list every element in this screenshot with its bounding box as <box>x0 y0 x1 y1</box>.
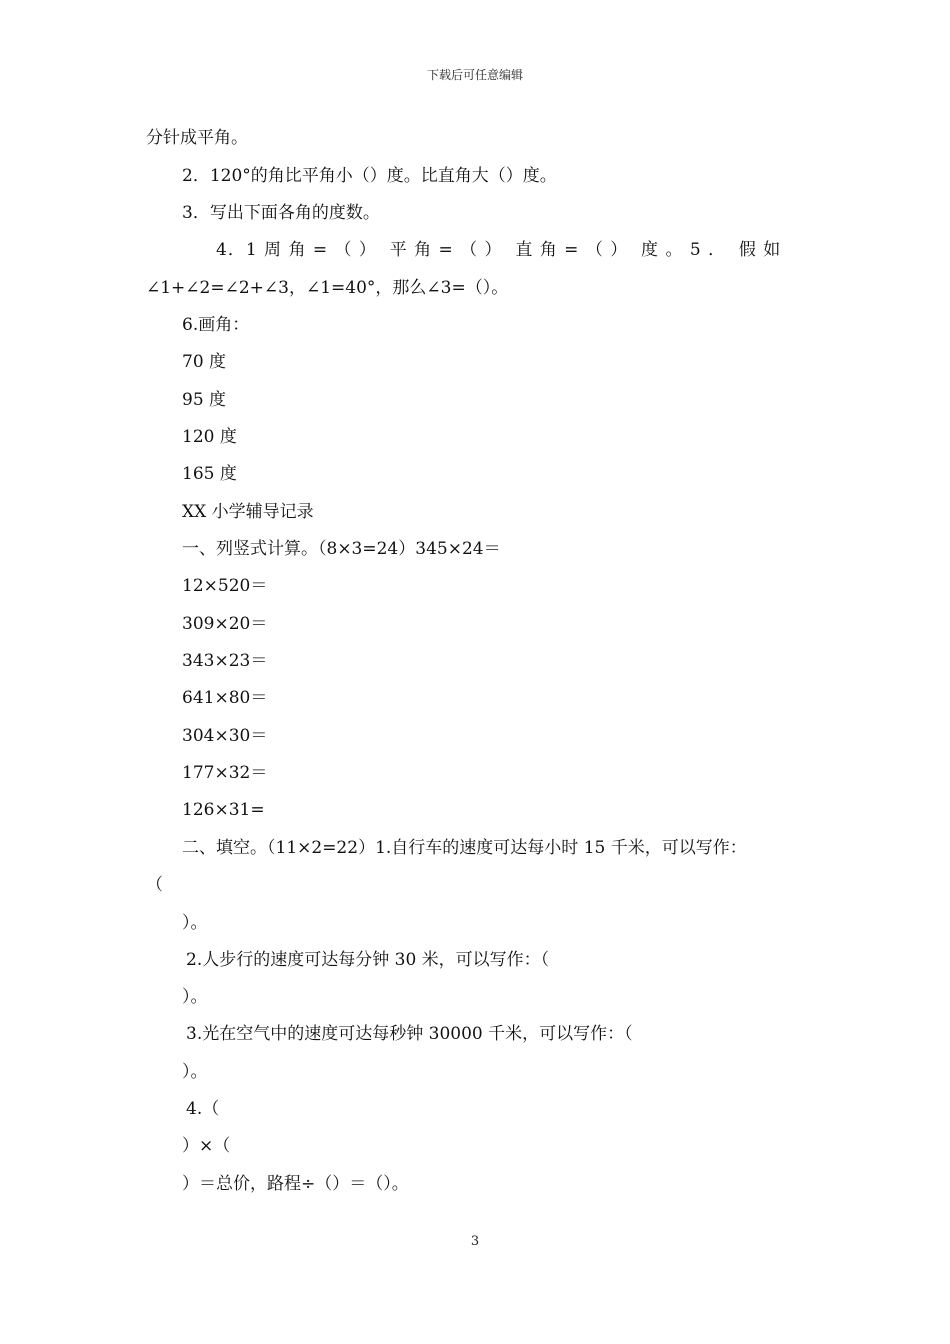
section-1-heading: 一、列竖式计算。（8×3=24）345×24＝ <box>182 539 501 559</box>
fill-item-2: 2.人步行的速度可达每分钟 30 米，可以写作：（ <box>186 950 550 970</box>
page-header: 下载后可任意编辑 <box>426 68 523 82</box>
calculation-item: 177×32＝ <box>182 763 268 783</box>
page-number: 3 <box>470 1234 480 1249</box>
text-line: ）。 <box>182 1062 208 1082</box>
calculation-item: 641×80＝ <box>182 688 268 708</box>
text-line: （ <box>146 875 163 895</box>
question-2: 2．120°的角比平角小（）度。比直角大（）度。 <box>182 166 557 186</box>
question-6: 6.画角： <box>182 315 250 335</box>
calculation-item: 12×520＝ <box>182 576 268 596</box>
calculation-item: 309×20＝ <box>182 614 268 634</box>
question-3: 3．写出下面各角的度数。 <box>182 203 380 223</box>
section-title: XX 小学辅导记录 <box>182 502 314 522</box>
section-2-heading: 二、填空。（11×2=22）1.自行车的速度可达每小时 15 千米，可以写作： <box>182 838 747 858</box>
text-line: ）×（ <box>182 1136 231 1156</box>
question-4-5: 4．1 周 角 = （ ） 平 角 = （ ） 直 角 = （ ） 度 。 5 ． 假 如 <box>216 240 782 260</box>
angle-item: 95 度 <box>182 390 227 410</box>
question-5-continued: ∠1+∠2=∠2+∠3，∠1=40°，那么∠3=（）。 <box>146 278 509 298</box>
text-line: ）。 <box>182 987 208 1007</box>
text-line: ）。 <box>182 913 208 933</box>
fill-item-3: 3.光在空气中的速度可达每秒钟 30000 千米，可以写作：（ <box>186 1024 633 1044</box>
text-line: ）＝总价，路程÷（）＝（）。 <box>182 1174 409 1194</box>
calculation-item: 304×30＝ <box>182 726 268 746</box>
calculation-item: 343×23＝ <box>182 651 268 671</box>
calculation-item: 126×31= <box>182 800 265 820</box>
angle-item: 120 度 <box>182 427 237 447</box>
angle-item: 70 度 <box>182 352 227 372</box>
angle-item: 165 度 <box>182 464 237 484</box>
fill-item-4: 4.（ <box>186 1099 220 1119</box>
text-line: 分针成平角。 <box>146 128 248 148</box>
